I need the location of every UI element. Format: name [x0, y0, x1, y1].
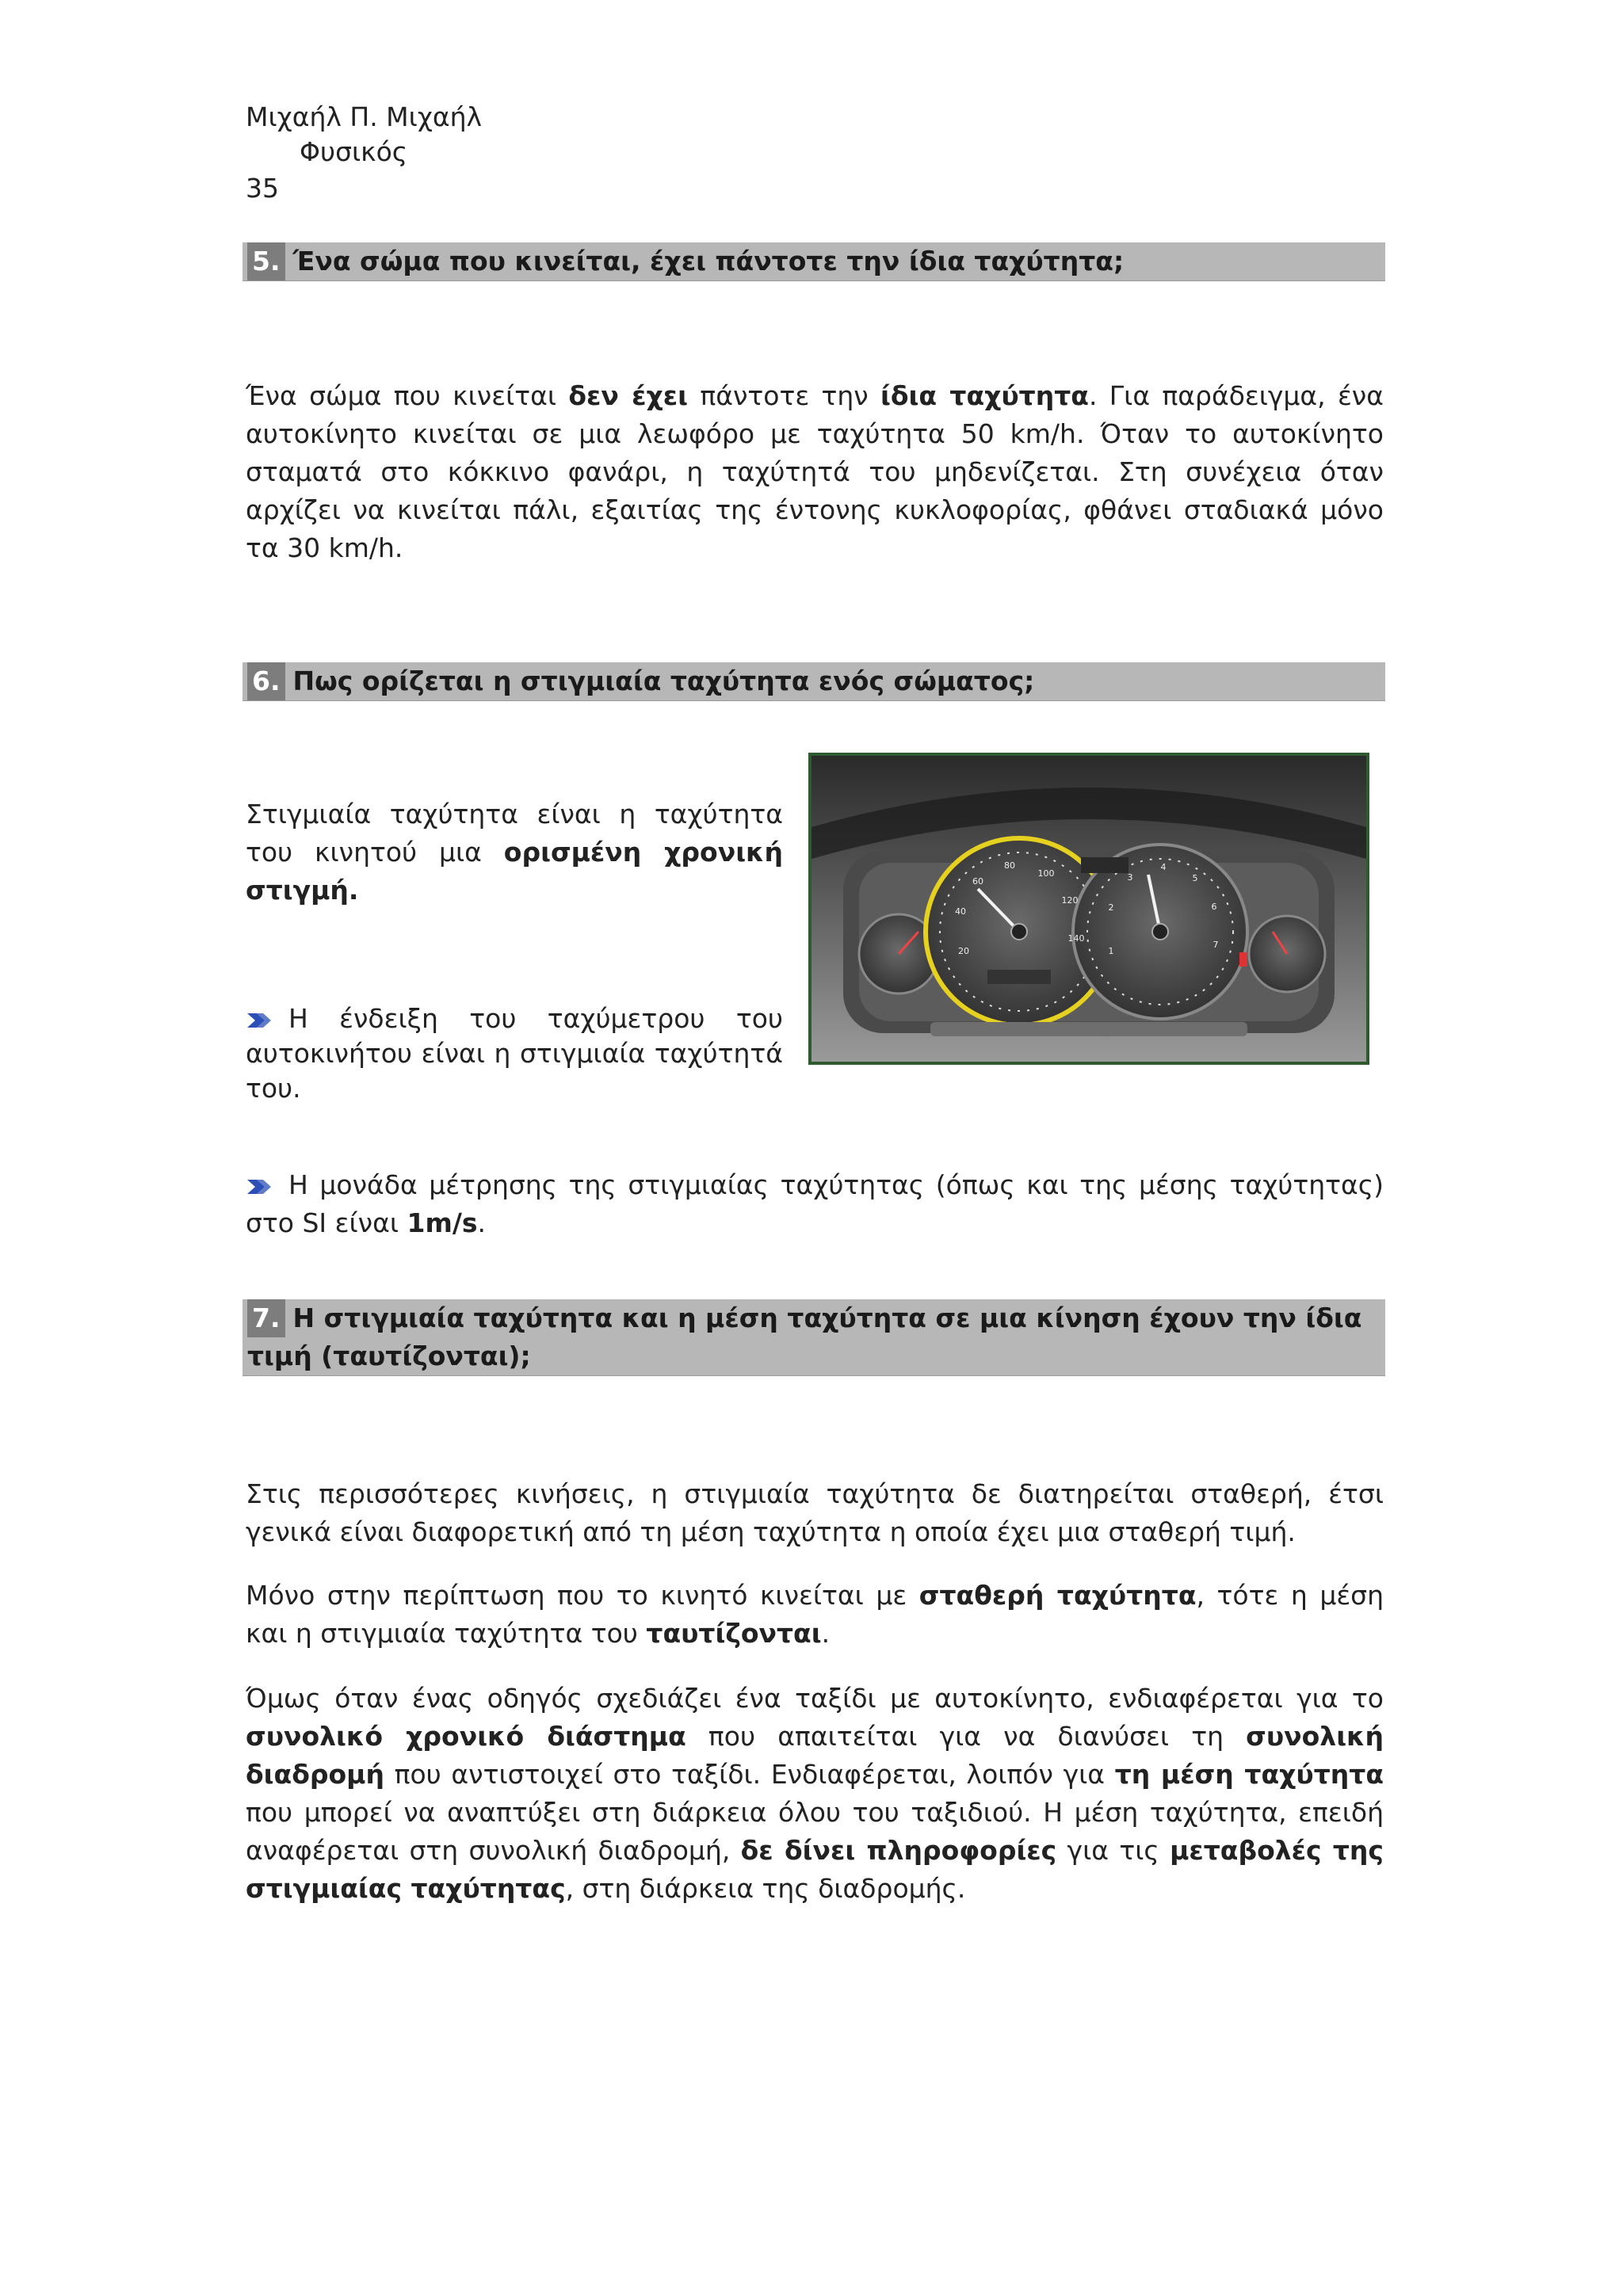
chevron-right-arrow-icon — [246, 1012, 273, 1029]
speed-tick: 140 — [1067, 933, 1085, 944]
author-role: Φυσικός — [300, 136, 408, 167]
text-run: Όμως όταν ένας οδηγός σχεδιάζει ένα ταξίδι με αυτοκίνητο, ενδιαφέρεται για το — [246, 1683, 1384, 1714]
bold-text: μεταβολές της στιγμιαίας ταχύτητας — [246, 1835, 1384, 1904]
rpm-tick: 7 — [1212, 940, 1219, 950]
definition-paragraph — [246, 795, 783, 910]
question-7-paragraph-1: Στις περισσότερες κινήσεις, η στιγμιαία ταχύτητα δε διατηρείται σταθερή, έτσι γενικά είναι διαφορετική από τη μέση ταχύτητα η οποία έχει μια σταθερή τιμή. — [246, 1478, 1384, 1547]
text-run: που απαιτείται για να διανύσει τη — [685, 1721, 1247, 1752]
text-run: Ένα σώμα που κινείται — [246, 380, 569, 411]
text-run: , στη διάρκεια της διαδρομής. — [565, 1873, 966, 1904]
bold-text: ορισμένη χρονική στιγμή. — [246, 837, 783, 906]
question-title: Ένα σώμα που κινείται, έχει πάντοτε την ίδια ταχύτητα; — [292, 246, 1125, 277]
question-7-heading — [242, 1299, 1385, 1376]
text-run: , τότε η μέση και η στιγμιαία ταχύτητα του — [246, 1580, 1384, 1649]
bullet-si-unit — [246, 1166, 1384, 1242]
text-run: που μπορεί να αναπτύξει στη διάρκεια όλου του ταξιδιού. Η μέση ταχύτητα, επειδή αναφέρεται στη συνολική διαδρομή, — [246, 1797, 1384, 1866]
question-title: Η στιγμιαία ταχύτητα και η μέση ταχύτητα σε μια κίνηση έχουν την ίδια — [292, 1302, 1362, 1333]
text-run: Μόνο στην περίπτωση που το κινητό κινείται με — [246, 1580, 919, 1611]
question-number: 6. — [247, 662, 285, 700]
bold-text: ίδια ταχύτητα — [880, 380, 1089, 411]
rpm-tick: 1 — [1108, 946, 1114, 956]
dashboard-illustration — [812, 756, 1366, 1062]
bullet-speedometer — [246, 1001, 783, 1106]
question-6-heading — [242, 662, 1385, 701]
bold-text: συνολική διαδρομή — [246, 1721, 1384, 1790]
rpm-tick: 4 — [1160, 862, 1167, 872]
text-run: . — [477, 1207, 487, 1238]
speed-tick: 40 — [955, 906, 966, 917]
speed-tick: 80 — [1004, 860, 1015, 871]
question-5-heading — [242, 242, 1385, 281]
question-7-paragraph-3 — [246, 1680, 1384, 1908]
rpm-tick: 5 — [1192, 873, 1198, 883]
bold-text: τη μέση ταχύτητα — [1114, 1759, 1384, 1790]
question-title-continued: τιμή (ταυτίζονται); — [247, 1341, 531, 1371]
bullet-text: Η μονάδα μέτρησης της στιγμιαίας ταχύτητας (όπως και της μέσης ταχύτητας) στο SI είναι — [246, 1169, 1384, 1238]
question-7-paragraph-2 — [246, 1577, 1384, 1653]
bold-text: συνολικό χρονικό διάστημα — [246, 1721, 686, 1752]
text-run: . — [821, 1618, 831, 1649]
question-number: 5. — [247, 242, 285, 280]
bold-text: σταθερή ταχύτητα — [918, 1580, 1197, 1611]
text-run: πάντοτε την — [688, 380, 881, 411]
author-name: Μιχαήλ Π. Μιχαήλ — [246, 101, 483, 132]
speed-tick: 20 — [958, 946, 969, 956]
text-run: για τις — [1056, 1835, 1170, 1866]
rpm-tick: 3 — [1127, 872, 1133, 883]
bold-text: ταυτίζονται — [646, 1618, 822, 1649]
rpm-tick: 2 — [1108, 902, 1114, 913]
text-run: που αντιστοιχεί στο ταξίδι. Ενδιαφέρεται, λοιπόν για — [384, 1759, 1115, 1790]
bold-text: 1m/s — [407, 1207, 478, 1238]
page-number: 35 — [246, 173, 279, 204]
bold-text: δεν έχει — [568, 380, 689, 411]
bullet-text: Η ένδειξη του ταχύμετρου του αυτοκινήτου είναι η στιγμιαία ταχύτητά του. — [246, 1003, 783, 1104]
speedometer-photo — [808, 753, 1369, 1065]
question-title: Πως ορίζεται η στιγμιαία ταχύτητα ενός σώματος; — [292, 666, 1035, 696]
rpm-tick: 6 — [1211, 902, 1217, 912]
speed-tick: 120 — [1061, 895, 1079, 906]
chevron-right-arrow-icon — [246, 1178, 273, 1196]
text-run: . Για παράδειγμα, ένα αυτοκίνητο κινείται σε μια λεωφόρο με ταχύτητα 50 km/h. Όταν το αυτοκίνητο σταματά στο κόκκινο φανάρι, η ταχύτητά του μηδενίζεται. Στη συνέχεια όταν αρχίζει να κινείται πάλι, εξαιτίας της έντονης κυκλοφορίας, φθάνει σταδιακά μόνο τα 30 km/h. — [246, 380, 1384, 563]
question-number: 7. — [247, 1299, 285, 1337]
bold-text: δε δίνει πληροφορίες — [740, 1835, 1057, 1866]
speed-tick: 100 — [1037, 868, 1055, 879]
speed-tick: 60 — [972, 876, 983, 887]
question-5-answer — [246, 377, 1384, 567]
text-run: Στιγμιαία ταχύτητα είναι η ταχύτητα του κινητού μια — [246, 799, 783, 868]
